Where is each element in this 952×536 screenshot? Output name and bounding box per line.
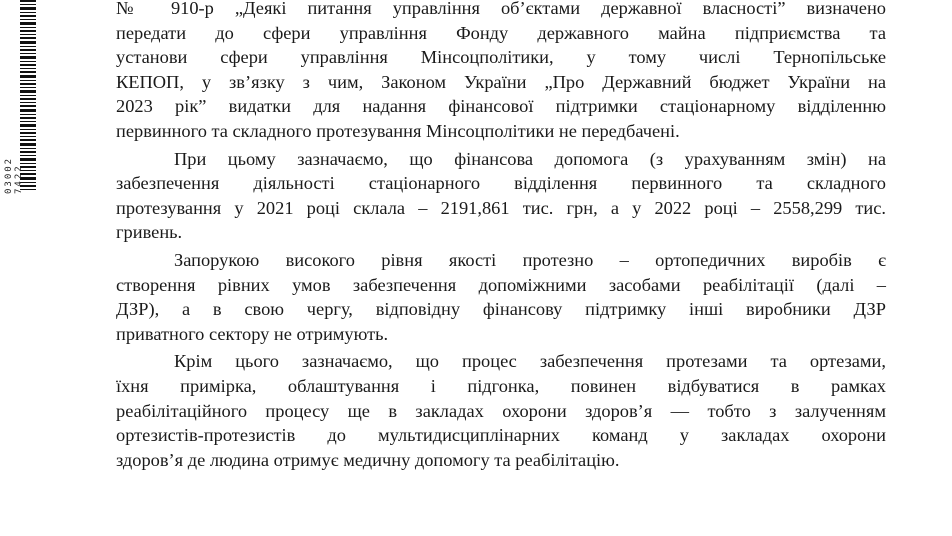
text-line: 2023 рік” видатки для надання фінансової підтримки стаціонарному відділенню [116,96,886,117]
paragraph [116,147,886,245]
text-line: забезпечення діяльності стаціонарного відділення первинного та складного [116,173,886,194]
barcode-digits [4,64,24,194]
paragraph [116,349,886,472]
text-line: Крім цього зазначаємо, що процес забезпечення протезами та ортезами, [174,351,886,372]
barcode [0,0,40,200]
paragraph [116,248,886,346]
text-line: приватного сектору не отримують. [116,323,389,344]
text-line: гривень. [116,222,183,243]
text-line: здоров’я де людина отримує медичну допомогу та реабілітацію. [116,449,620,470]
barcode-digits-bottom: 03002 [4,156,14,194]
text-line: ДЗР), а в свою чергу, відповідну фінансову підтримку інші виробники ДЗР [116,299,886,320]
text-line: установи сфери управління Мінсоцполітики, у тому числі Тернопільське [116,47,886,68]
text-line: № 910-р „Деякі питання управління об’єктами державної власності” визначено [116,0,886,18]
text-line: первинного та складного протезування Мінсоцполітики не передбачені. [116,120,680,141]
text-line: створення рівних умов забезпечення допоміжними засобами реабілітації (далі – [116,274,886,295]
text-line: реабілітаційного процесу ще в закладах охорони здоров’я — тобто з залученням [116,400,886,421]
text-line: КЕПОП, у зв’язку з чим, Законом України „Про Державний бюджет України на [116,71,886,92]
paragraph [116,0,886,144]
text-line: їхня примірка, облаштування і підгонка, повинен відбуватися в рамках [116,375,886,396]
text-line: При цьому зазначаємо, що фінансова допомога (з урахуванням змін) на [174,148,886,169]
text-line: передати до сфери управління Фонду державного майна підприємства та [116,22,886,43]
barcode-digits-top: 7422 [14,164,24,194]
text-line: протезування у 2021 році склала – 2191,861 тис. грн, а у 2022 році – 2558,299 тис. [116,197,886,218]
text-line: ортезистів-протезистів до мультидисциплінарних команд у закладах охорони [116,425,886,446]
text-line: Запорукою високого рівня якості протезно – ортопедичних виробів є [174,249,886,270]
document-body [116,0,886,472]
